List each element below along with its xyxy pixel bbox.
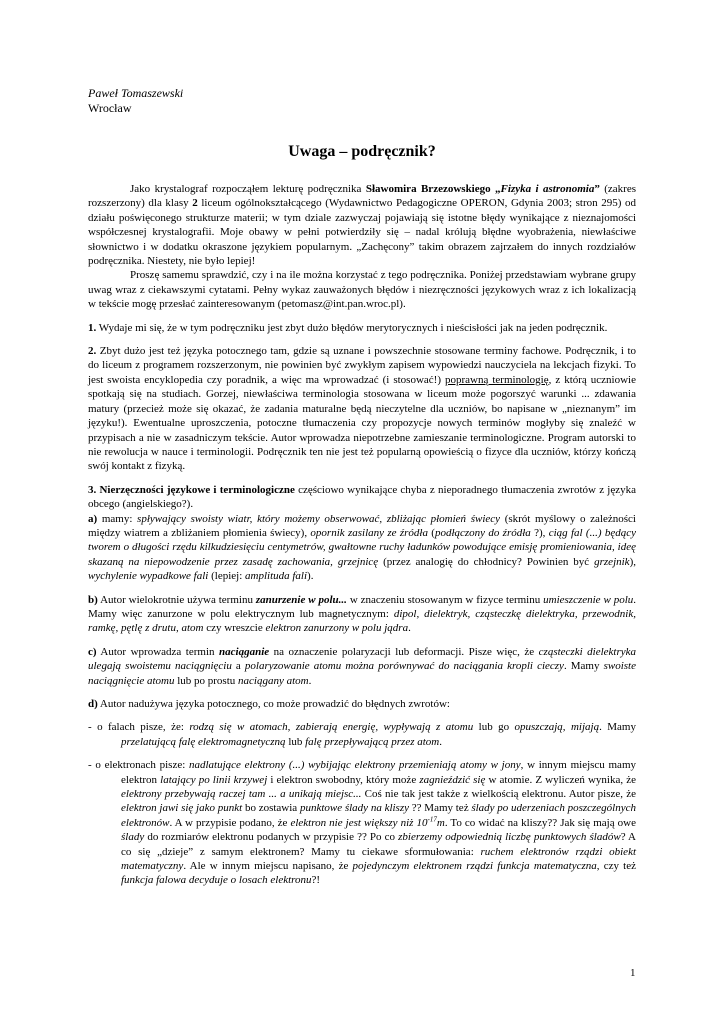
quote: przelatującą falę elektromagnetyczną — [121, 735, 286, 748]
dash: - — [88, 721, 98, 734]
point-3 — [88, 483, 636, 512]
text: , w innym miejscu mamy elektron — [121, 759, 636, 786]
subpoint-label: c) — [88, 645, 97, 658]
text: w atomie. Z wyliczeń wynika, że — [485, 773, 636, 786]
quote: ruchem elektronów rządzi obiekt matematyczny — [121, 845, 637, 873]
text: Wydaje mi się, że w tym podręczniku jest zbyt dużo błędów merytorycznych i nieścisłości jak na jeden podręcznik. — [96, 321, 608, 334]
text: lub — [285, 735, 306, 748]
intro-paragraph-2: Proszę samemu sprawdzić, czy i na ile można korzystać z tego podręcznika. Poniżej przedstawiam wybrane grupy uwag wraz z ciekawszymi cytatami. Pełny wykaz zauważonych błędów i niezręczności językowych wraz z ich lokalizacją w tekście mogę przesłać zainteresowanym (petomasz@int.pan.wroc.pl). — [88, 269, 636, 311]
underlined-term: poprawną terminologię — [445, 373, 549, 386]
list-item-waves — [88, 720, 636, 749]
quote: naciągany atom — [238, 674, 309, 687]
text: . Ale w innym miejscu napisano, że — [183, 860, 353, 873]
text: lub go — [473, 721, 515, 734]
text: ( — [427, 526, 435, 539]
point-2 — [88, 344, 636, 474]
text: o elektronach pisze: — [95, 759, 189, 772]
text: (skrót myślowy o zależności między wiatrem a zbliżaniem płomienia świecy), — [88, 512, 636, 539]
text: Autor wprowadza termin — [96, 645, 220, 658]
text: (zakres rozszerzony) dla klasy — [88, 183, 636, 210]
page-title: Uwaga – podręcznik? — [288, 143, 436, 160]
text: częściowo wynikające chyba z nieporadnego tłumaczenia zwrotów z języka obcego (angielskiego?). — [88, 483, 637, 511]
text: do rozmiarów elektronu podanych w przypisie ?? Po co — [144, 831, 399, 844]
list-item-electrons — [88, 758, 636, 888]
author-name: Paweł Tomaszewski — [88, 86, 184, 100]
quote: ślady po uderzeniach poszczególnych elektronów — [121, 802, 636, 829]
document-body — [88, 182, 636, 888]
quote: amplituda fali — [245, 570, 308, 583]
quote: dipol, dielektryk, cząsteczkę dielektryka, przewodnik, ramkę, pętlę z drutu, atom — [88, 607, 636, 635]
point-3b — [88, 593, 636, 636]
point-3d — [88, 697, 636, 711]
quote: elektrony przebywają raczej tam ... a unikają miejsc... — [121, 788, 362, 801]
quote: cząsteczki dielektryka ulegają swoistemu naciągnięciu — [88, 645, 636, 673]
text: . Mamy — [563, 660, 604, 673]
point-number: 1. — [88, 321, 97, 334]
text: , czy też — [596, 860, 636, 873]
quote: falę przepływającą przez atom — [305, 735, 440, 748]
quote-close: ” — [594, 183, 600, 195]
dash: - — [88, 759, 96, 772]
text: Autor nadużywa języka potocznego, co może prowadzić do błędnych zwrotów: — [97, 698, 450, 710]
text: . — [439, 735, 443, 748]
text: Autor wielokrotnie używa terminu — [97, 593, 256, 606]
exponent: -17 — [427, 815, 437, 824]
text: ), — [629, 555, 636, 568]
point-heading: Nierzęczności językowe i terminologiczne — [96, 483, 295, 496]
quote: spływający swoisty wiatr, który możemy obserwować, zbliżając płomień świecy — [137, 512, 501, 525]
text: a — [231, 660, 245, 673]
book-title: Fizyka i astronomia — [500, 183, 595, 195]
text: ?! — [311, 874, 321, 887]
quote: latający po linii krzywej — [160, 773, 268, 786]
quote: zbierzemy odpowiednią liczbę punktowych śladów — [398, 831, 621, 844]
point-1 — [88, 321, 636, 335]
point-number: 3. — [88, 483, 97, 496]
quote: elektron zanurzony w polu jądra — [265, 622, 409, 635]
quote: ciąg fal (...) będący tworem o długości rzędu kilkudziesięciu centymetrów, gwałtowne ruchy ładunków powodujące emisję promieniowania, ideę skazaną na niepowodzenie przez zasadę zachowania, grzejnicę — [88, 526, 636, 568]
text: , z którą uczniowie spotkają się na studiach. Gorzej, niewłaściwa terminologia stosowana w liceum może pogorszyć warunki ... zdawania matury (przecież może się okazać, że zadania maturalne będą nieczytelne dla uczniów, bo napisane w „nieznanym” im języku!). Ewentualne uproszczenia, potoczne tłumaczenia czy propozycje nowych terminów mogłyby się znaleźć w przypisach a nie w zasadniczym tekście. Autor wprowadza niepotrzebne zamieszanie terminologiczne. Program autorski to nie rewolucja w nauce i terminologii. Podręcznik ten nie jest też popularną opowieścią o fizyce dla uczniów, którzy kończą swój kontakt z fizyką. — [88, 373, 636, 473]
author-city: Wrocław — [88, 101, 132, 115]
quote: zagnieździć się — [419, 773, 486, 786]
point-3a — [88, 512, 636, 584]
quote: elektron nie jest większy niż 10 — [290, 816, 428, 829]
quote: funkcja falowa decyduje o losach elektronu — [121, 874, 312, 887]
text: Coś nie tak jest także z wielkością elektronu. Autor pisze, że — [361, 788, 636, 801]
quote: ślady — [121, 831, 145, 844]
text: Zbyt dużo jest też języka potocznego tam, gdzie są uznane i powszechnie stosowane terminy fachowe. Podręcznik, i to do liceum z programem rozszerzonym, nie powinien być zwykłym zapisem wypowiedzi nauczyciela na lekcjach fizyki. To jest swoista encyklopedia czy poradnik, a więc ma wprowadzać (i stosować!) — [88, 345, 636, 386]
quote: opuszczają, mijają — [514, 721, 600, 734]
author-block — [88, 86, 183, 116]
text: ?), — [530, 526, 549, 539]
class-number: 2 — [192, 197, 198, 210]
text: ? A co się „dzieje” z samym elektronem? Mamy tu ciekawe sformułowania: — [121, 831, 636, 858]
text: mamy: — [97, 512, 138, 525]
text: (lepiej: — [208, 570, 246, 583]
term: naciąganie — [219, 645, 270, 658]
intro-paragraph — [88, 182, 636, 268]
text: (przez analogię do chłodnicy? Powinien być — [378, 555, 595, 568]
text: czy wreszcie — [203, 622, 266, 635]
text: . Mamy — [599, 721, 636, 734]
quote: pojedynczym elektronem rządzi funkcja matematyczna — [352, 860, 597, 873]
text: Jako krystalograf rozpocząłem lekturę podręcznika — [130, 183, 366, 195]
text: i elektron swobodny, który może — [267, 773, 420, 786]
text: w znaczeniu stosowanym w fizyce terminu — [346, 593, 544, 606]
quote: polaryzowanie atomu można porównywać do naciągania kropli cieczy — [244, 660, 564, 673]
term: zanurzenie w polu... — [255, 593, 347, 606]
quote-open: „ — [490, 183, 501, 195]
text: ?? Mamy też — [409, 802, 472, 815]
quote: wychylenie wypadkowe fali — [88, 570, 209, 583]
quote: grzejnik — [594, 555, 630, 568]
quote: swoiste naciągnięcie atomu — [88, 660, 636, 687]
quote: opornik zasilany ze źródła — [310, 526, 428, 539]
text: . — [408, 622, 411, 635]
text: na oznaczenie polaryzacji lub deformacji. Pisze więc, że — [269, 645, 539, 658]
quote: umieszczenie w polu — [543, 593, 634, 606]
page-number: 1 — [630, 967, 636, 979]
unit: m — [436, 816, 445, 829]
text: . To co widać na kliszy?? Jak się mają owe — [444, 816, 636, 829]
text: ). — [307, 570, 314, 583]
text: . — [308, 674, 312, 687]
point-number: 2. — [88, 345, 97, 358]
text: o falach pisze, że: — [97, 721, 190, 734]
book-author: Sławomira Brzezowskiego — [365, 183, 491, 195]
point-3c — [88, 645, 636, 688]
quote: punktowe ślady na kliszy — [299, 802, 410, 815]
quote: podłączony do źródła — [434, 526, 531, 539]
text: bo zostawia — [242, 802, 300, 815]
subpoint-label: b) — [88, 593, 98, 606]
subpoint-label: a) — [88, 512, 98, 525]
quote: rodzą się w atomach, zabierają energię, wypływają z atomu — [189, 721, 474, 734]
quote: elektron jawi się jako punkt — [121, 802, 243, 815]
text: lub po prostu — [174, 674, 239, 687]
text: liceum ogólnokształcącego (Wydawnictwo Pedagogiczne OPERON, Gdynia 2003; stron 295) od działu poświęconego strukturze materii; w tym dziale zazwyczaj pojawiają się istotne błędy wynikające z nieznajomości współczesnej krystalografii. Moje obawy w pełni potwierdziły się – nadal królują błędne wyobrażenia, niewłaściwe słownictwo i w dodatku okraszone językiem popularnym. „Zachęcony” takim obrazem zajrzałem do innych rozdziałów podręcznika. Niestety, nie było lepiej! — [88, 197, 636, 268]
quote: nadlatujące elektrony (...) wybijając elektrony przemieniają atomy w jony — [189, 759, 521, 772]
subpoint-label: d) — [88, 698, 98, 710]
text: . Mamy więc zanurzone w polu elektrycznym lub magnetycznym: — [88, 593, 637, 620]
text: . A w przypisie podano, że — [169, 816, 291, 829]
